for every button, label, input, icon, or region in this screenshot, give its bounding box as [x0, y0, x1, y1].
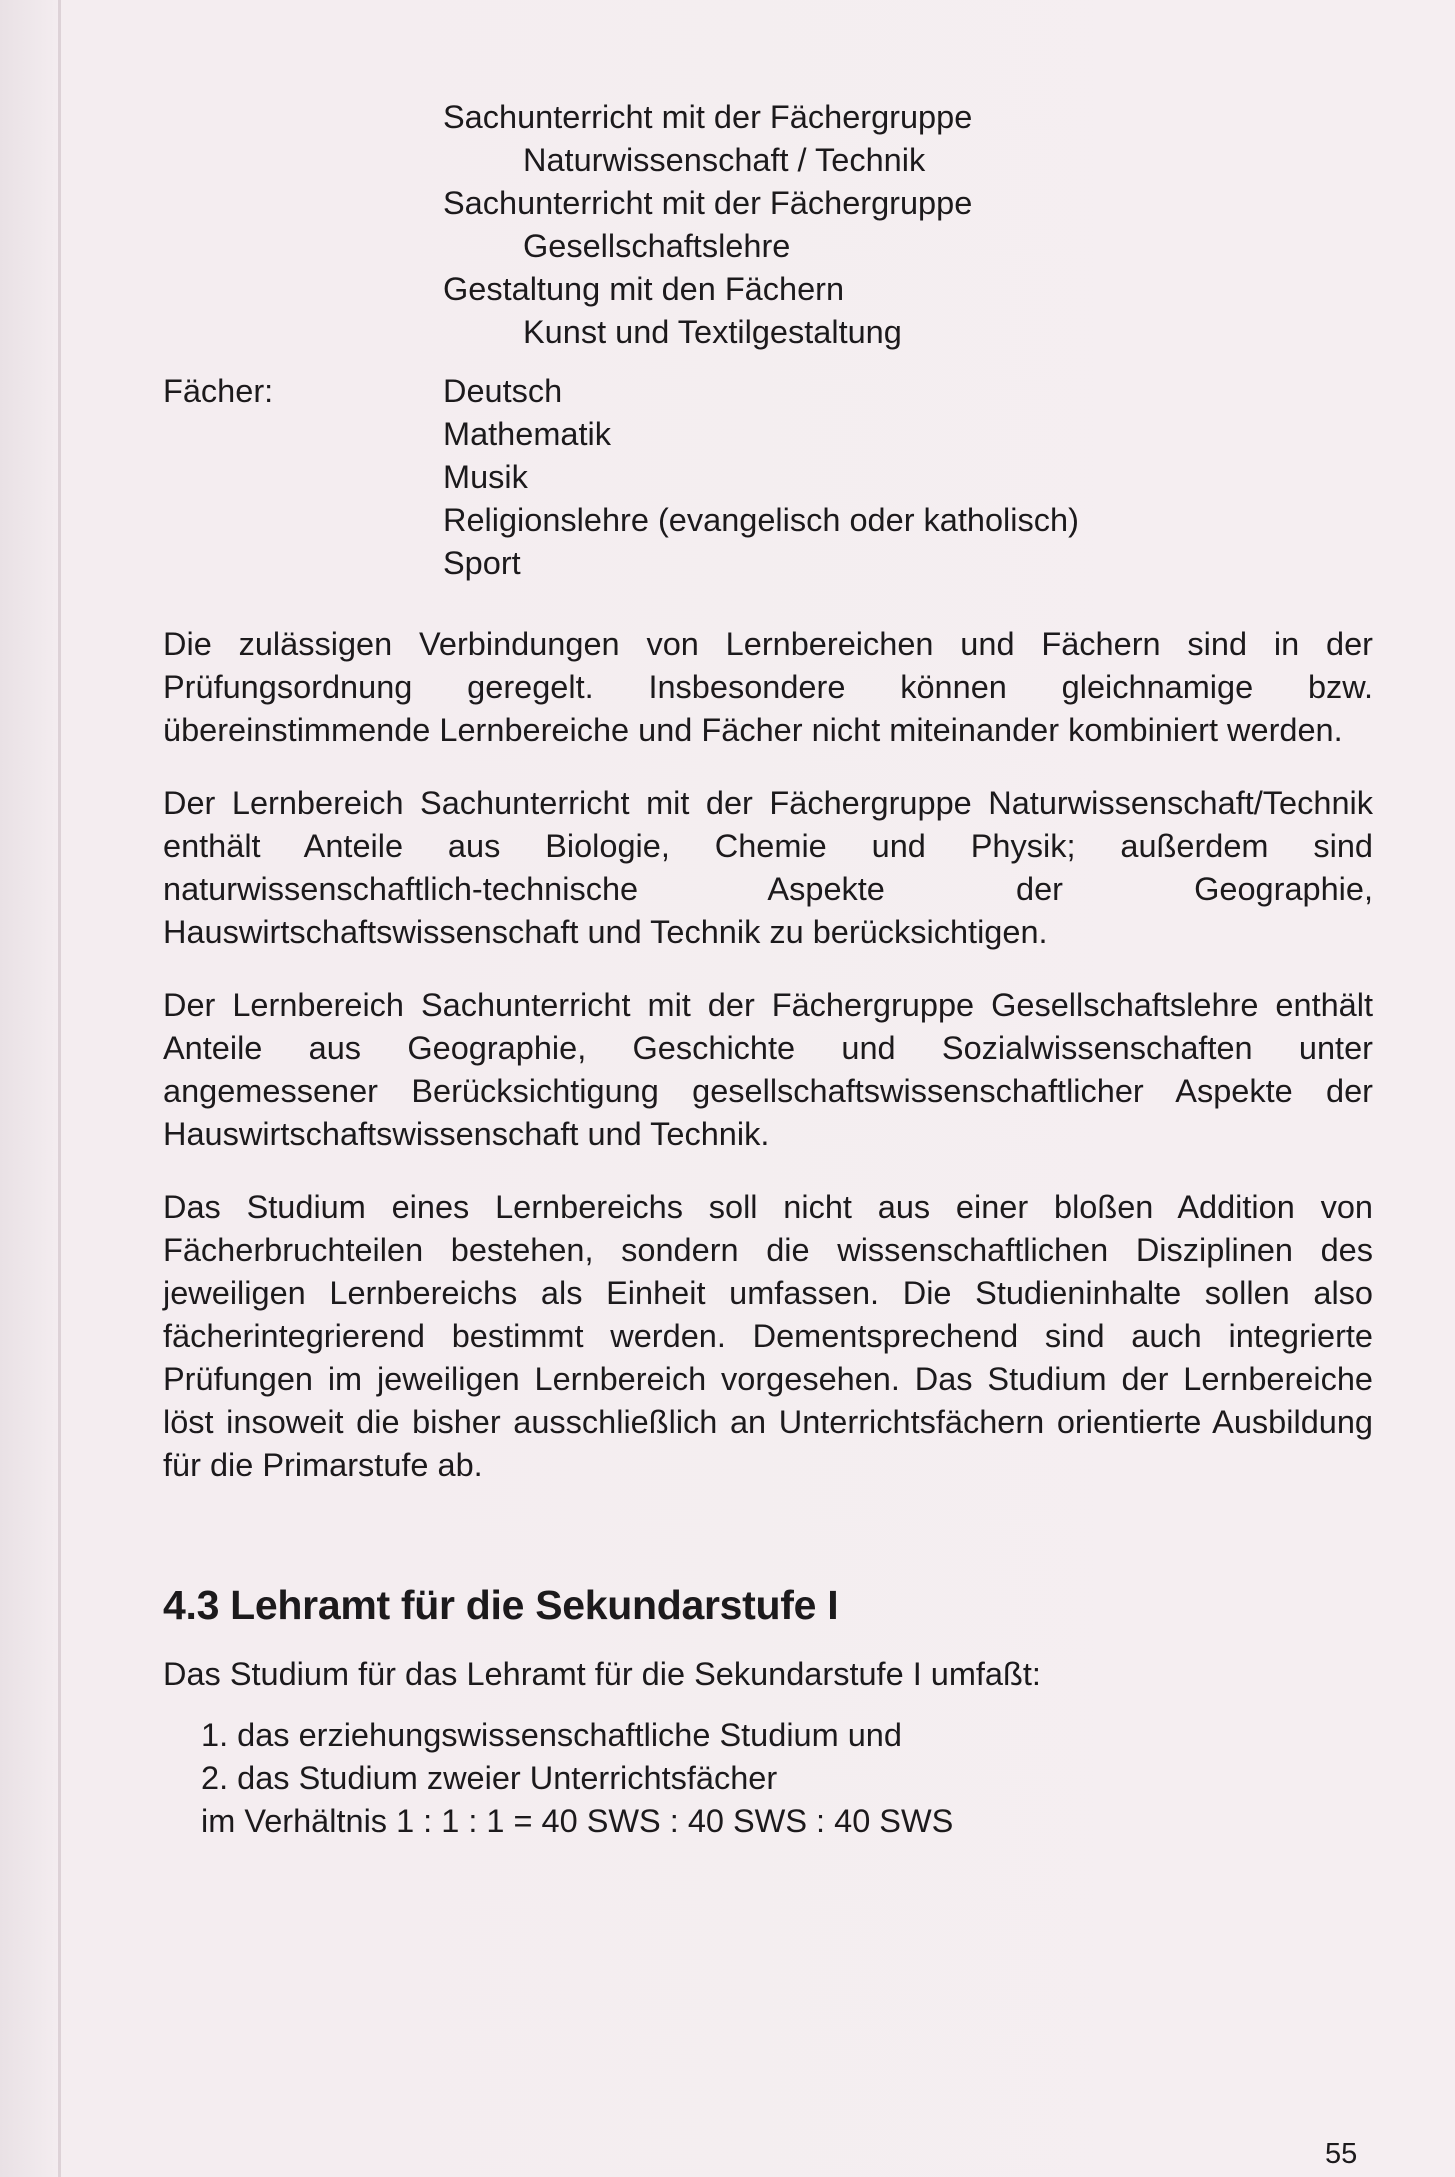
page-content [163, 96, 1373, 1843]
page-number: 55 [1325, 2138, 1358, 2170]
paragraph-verbindungen: Die zulässigen Verbindungen von Lernbereichen und Fächern sind in der Prüfungsordnung geregelt. Insbesondere können gleichnamige bzw. übereinstimmende Lernbereiche und Fächer nicht miteinander kombiniert werden. [163, 626, 1373, 748]
paragraph-studium-lernbereich: Das Studium eines Lernbereichs soll nicht aus einer bloßen Addition von Fächerbruchteilen bestehen, sondern die wissenschaftlichen Disziplinen des jeweiligen Lernbereichs als Einheit umfassen. Die Studieninhalte sollen also fächerintegrierend bestimmt werden. Dementsprechend sind auch integrierte Prüfungen im jeweiligen Lernbereich vorgesehen. Das Studium der Lernbereiche löst insoweit die bisher ausschließlich an Unterrichtsfächern orientierte Ausbildung für die Primarstufe ab. [163, 1189, 1373, 1483]
fach-item: Mathematik [443, 416, 611, 452]
fach-item: Religionslehre (evangelisch oder katholisch) [443, 502, 1079, 538]
faecher-block [163, 370, 1373, 585]
lernbereich-3-subtitle: Kunst und Textilgestaltung [523, 314, 902, 350]
lernbereich-1-title: Sachunterricht mit der Fächergruppe [443, 99, 973, 135]
section-intro: Das Studium für das Lehramt für die Sekundarstufe I umfaßt: [163, 1656, 1041, 1692]
faecher-list [443, 370, 1373, 585]
ratio-line: im Verhältnis 1 : 1 : 1 = 40 SWS : 40 SWS : 40 SWS [201, 1803, 954, 1839]
paragraph-gesellschaftslehre: Der Lernbereich Sachunterricht mit der Fächergruppe Gesellschaftslehre enthält Anteile aus Geographie, Geschichte und Sozialwissenschaften unter angemessener Berücksichtigung gesellschaftswissenschaftlicher Aspekte der Hauswirtschaftswissenschaft und Technik. [163, 987, 1373, 1152]
lernbereich-3-title: Gestaltung mit den Fächern [443, 271, 845, 307]
faecher-label: Fächer: [163, 373, 274, 409]
fach-item: Sport [443, 545, 521, 581]
list-item: 1. das erziehungswissenschaftliche Studium und [201, 1717, 902, 1753]
fach-item: Musik [443, 459, 528, 495]
lernbereich-1-subtitle: Naturwissenschaft / Technik [523, 142, 926, 178]
paragraph-naturwissenschaft: Der Lernbereich Sachunterricht mit der Fächergruppe Naturwissenschaft/Technik enthält Anteile aus Biologie, Chemie und Physik; außerdem sind naturwissenschaftlich-technische Aspekte der Geographie, Hauswirtschaftswissenschaft und Technik zu berücksichtigen. [163, 785, 1373, 950]
page-gutter [58, 0, 61, 2177]
lernbereiche-list [443, 96, 1373, 354]
lernbereich-2-subtitle: Gesellschaftslehre [523, 228, 791, 264]
list-item: 2. das Studium zweier Unterrichtsfächer [201, 1760, 778, 1796]
studium-list [163, 1714, 1373, 1800]
fach-item: Deutsch [443, 373, 563, 409]
lernbereich-2-title: Sachunterricht mit der Fächergruppe [443, 185, 973, 221]
section-heading: 4.3 Lehramt für die Sekundarstufe I [163, 1582, 839, 1628]
